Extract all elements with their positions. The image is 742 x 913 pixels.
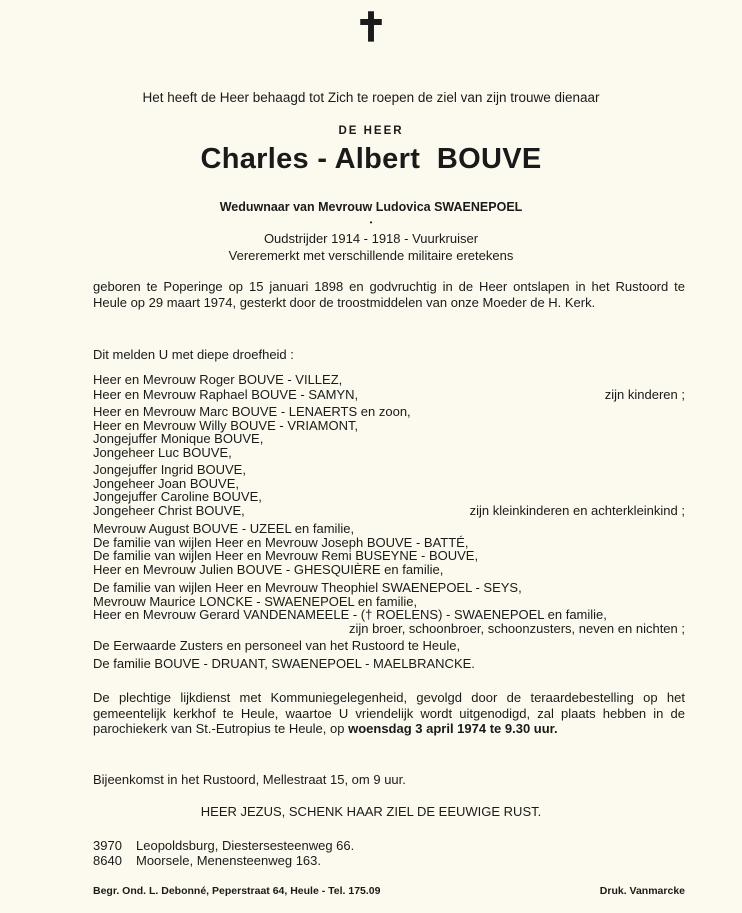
postcode: 8640	[93, 853, 122, 868]
address: Leopoldsburg, Diestersesteenweg 66.	[136, 838, 355, 853]
mourner-line: De familie van wijlen Heer en Mevrouw Remi BUSEYNE - BOUVE,	[93, 548, 479, 563]
deceased-name: Charles - Albert BOUVE	[200, 143, 542, 175]
family-group	[93, 522, 685, 670]
mourner-line: Mevrouw Maurice LONCKE - SWAENEPOEL en familie,	[93, 593, 418, 609]
mourner-line: De Eerwaarde Zusters en personeel van het Rustoord te Heule,	[93, 638, 461, 653]
announcement: Dit melden U met diepe droefheid :	[93, 347, 294, 362]
separator-dot: •	[369, 218, 373, 227]
prayer-line: HEER JEZUS, SCHENK HAAR ZIEL DE EEUWIGE RUST.	[200, 804, 542, 819]
mourner-line: Heer en Mevrouw Marc BOUVE - LENAERTS en zoon,	[93, 404, 411, 419]
mourner-line: Heer en Mevrouw Roger BOUVE - VILLEZ,	[93, 372, 343, 387]
title-prefix: DE HEER	[338, 125, 404, 137]
mourner-line: Heer en Mevrouw Gerard VANDENAMEELE - († ROELENS) - SWAENEPOEL en familie,	[93, 607, 607, 622]
mourner-line: Jongeheer Joan BOUVE,	[93, 475, 239, 491]
meeting-line: Bijeenkomst in het Rustoord, Mellestraat 15, om 9 uur.	[93, 772, 406, 787]
funeral-text: De plechtige lijkdienst met Kommuniegelegenheid, gevolgd door de teraardebestelling op het gemeentelijk kerkhof te Heule, waartoe U vriendelijk wordt uitgenodigd, zal plaats hebben in de parochiekerk van St.-Eutropius te Heule, op	[93, 690, 685, 736]
mourner-line: Mevrouw August BOUVE - UZEEL en familie,	[93, 521, 355, 536]
funeral-paragraph	[93, 690, 685, 737]
widower-line: Weduwnaar van Mevrouw Ludovica SWAENEPOEL	[219, 200, 523, 214]
addresses	[93, 838, 685, 868]
mourner-line: Heer en Mevrouw Julien BOUVE - GHESQUIÈRE en familie,	[93, 561, 444, 577]
grandchildren-group	[93, 405, 685, 517]
funeral-date-time: woensdag 3 april 1974 te 9.30 uur.	[348, 721, 558, 736]
printer-info: Druk. Vanmarcke	[599, 885, 685, 897]
mourner-line: Jongejuffer Caroline BOUVE,	[93, 489, 262, 504]
mourner-line: Jongeheer Christ BOUVE,	[93, 502, 245, 518]
mourner-line: Heer en Mevrouw Willy BOUVE - VRIAMONT,	[93, 417, 359, 433]
mourner-line: De familie van wijlen Heer en Mevrouw Theophiel SWAENEPOEL - SEYS,	[93, 580, 522, 595]
honor-line: Vereremerkt met verschillende militaire eretekens	[228, 248, 514, 263]
mourner-line: De familie BOUVE - DRUANT, SWAENEPOEL - MAELBRANCKE.	[93, 655, 475, 671]
intro-line: Het heeft de Heer behaagd tot Zich te roepen de ziel van zijn trouwe dienaar	[142, 90, 600, 105]
postcode: 3970	[93, 838, 122, 853]
footer	[93, 884, 685, 900]
cross-icon: ✝	[354, 6, 388, 50]
relation-label: zijn broer, schoonbroer, schoonzusters, neven en nichten ;	[348, 620, 685, 636]
honor-line: Oudstrijder 1914 - 1918 - Vuurkruiser	[263, 231, 479, 246]
mourner-line: Heer en Mevrouw Raphael BOUVE - SAMYN,	[93, 387, 359, 402]
mourner-line: Jongeheer Luc BOUVE,	[93, 444, 232, 460]
mourner-line: Jongejuffer Ingrid BOUVE,	[93, 462, 246, 477]
relation-label: zijn kinderen ;	[604, 387, 685, 402]
mourner-line: Jongejuffer Monique BOUVE,	[93, 431, 264, 446]
relation-label: zijn kleinkinderen en achterkleinkind ;	[469, 502, 685, 518]
birth-death-paragraph: geboren te Poperinge op 15 januari 1898 en godvruchtig in de Heer ontslapen in het Rustoord te Heule op 29 maart 1974, gesterkt door de troostmiddelen van onze Moeder de H. Kerk.	[93, 279, 685, 310]
children-group	[93, 372, 685, 402]
mourner-line: De familie van wijlen Heer en Mevrouw Joseph BOUVE - BATTÉ,	[93, 534, 469, 550]
address: Moorsele, Menensteenweg 163.	[136, 853, 322, 868]
undertaker-info: Begr. Ond. L. Debonné, Peperstraat 64, Heule - Tel. 175.09	[93, 885, 381, 897]
